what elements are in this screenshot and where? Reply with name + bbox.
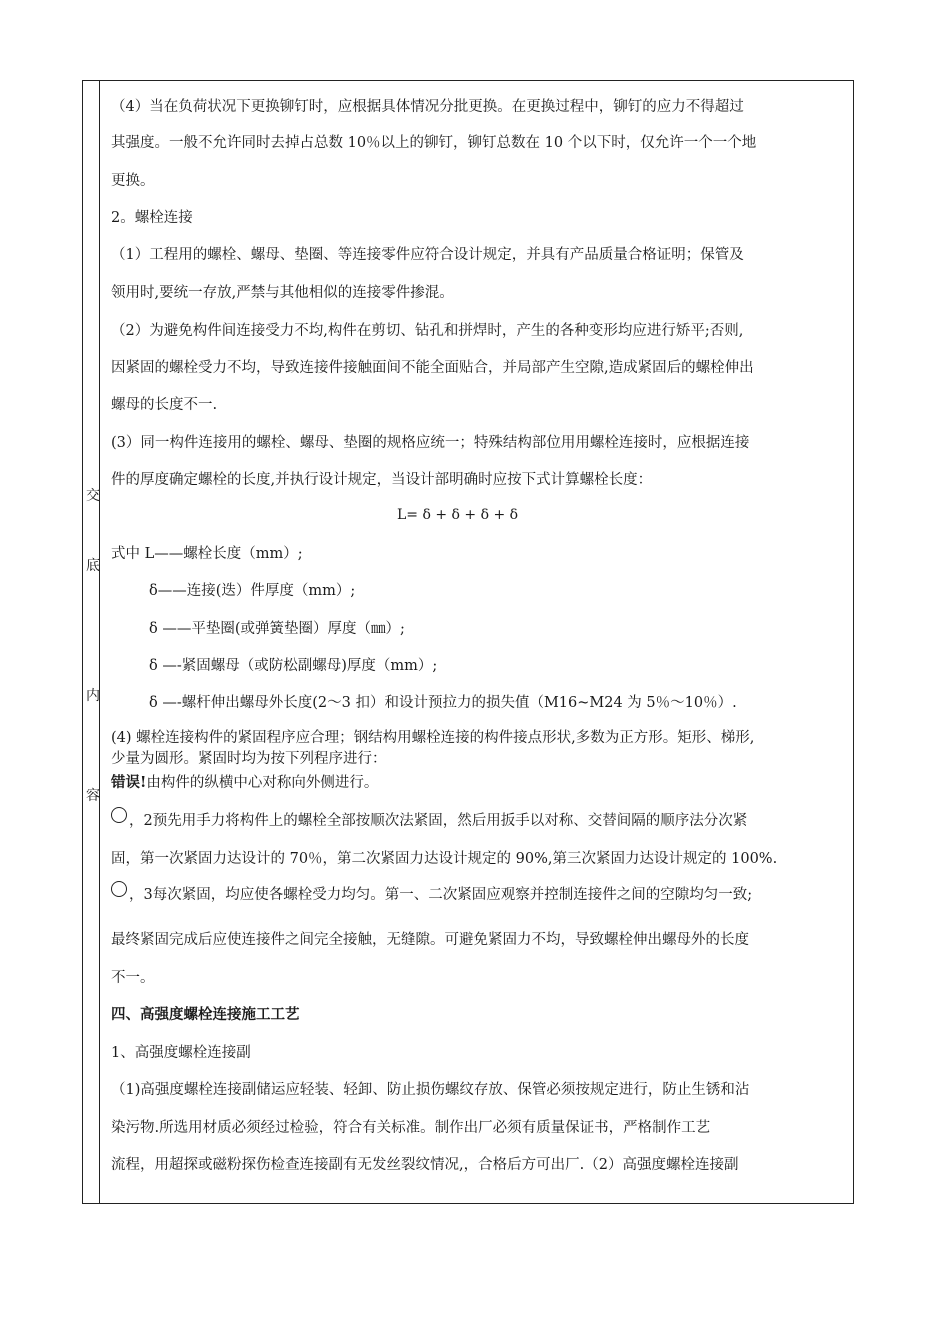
step-circle-icon <box>111 881 127 897</box>
step-line: 不一。 <box>111 970 155 986</box>
body-line: 流程，用超探或磁粉探伤检查连接副有无发丝裂纹情况,，合格后方可出厂.（2）高强度螺栓连接副 <box>111 1157 739 1173</box>
section-subtitle: 1、高强度螺栓连接副 <box>111 1045 251 1061</box>
body-line: 因紧固的螺栓受力不均，导致连接件接触面间不能全面贴合，并局部产生空隙,造成紧固后的螺栓伸出 <box>111 360 754 376</box>
side-label-char: 内 <box>86 688 100 704</box>
formula-desc: δ ——平垫圈(或弹簧垫圈）厚度（㎜）; <box>149 621 405 637</box>
side-label-char: 交 <box>86 488 100 504</box>
body-line: 染污物.所选用材质必须经过检验，符合有关标准。制作出厂必须有质量保证书，严格制作工艺 <box>111 1120 711 1136</box>
formula-desc: 式中 L——螺栓长度（mm）; <box>111 546 303 562</box>
formula-desc: δ —-紧固螺母（或防松副螺母)厚度（mm）; <box>149 658 438 674</box>
document-frame <box>82 80 854 1204</box>
section-title: 四、高强度螺栓连接施工工艺 <box>111 1006 300 1023</box>
section-heading: 2。螺栓连接 <box>111 210 193 226</box>
body-line: （1)高强度螺栓连接副储运应轻装、轻卸、防止损伤螺纹存放、保管必须按规定进行，防止生锈和沾 <box>111 1082 750 1098</box>
formula-desc: δ——连接(迭）件厚度（mm）; <box>149 583 356 599</box>
body-line: （2）为避免构件间连接受力不均,构件在剪切、钻孔和拼焊时，产生的各种变形均应进行矫平;否则, <box>111 323 744 339</box>
error-text: 由构件的纵横中心对称向外侧进行。 <box>146 775 379 791</box>
body-line: (3）同一构件连接用的螺栓、螺母、垫圈的规格应统一；特殊结构部位用用螺栓连接时，应根据连接 <box>111 435 750 451</box>
side-label-column <box>83 81 100 1203</box>
bolt-length-formula: L= δ + δ + δ + δ <box>397 507 519 523</box>
step-circle-icon <box>111 807 127 823</box>
step-line: 固，第一次紧固力达设计的 70％，第二次紧固力达设计规定的 90%,第三次紧固力达设计规定的 100%. <box>111 851 778 867</box>
body-line: （1）工程用的螺栓、螺母、垫圈、等连接零件应符合设计规定，并具有产品质量合格证明；保管及 <box>111 247 744 263</box>
side-label-char: 底 <box>86 558 100 574</box>
body-line: 其强度。一般不允许同时去掉占总数 10％以上的铆钉，铆钉总数在 10 个以下时，仅允许一个一个地 <box>111 135 757 151</box>
step-line: ，3每次紧固，均应使各螺栓受力均匀。第一、二次紧固应观察并控制连接件之间的空隙均匀一致; <box>129 887 753 903</box>
body-line: 螺母的长度不一. <box>111 397 218 413</box>
body-line: 更换。 <box>111 173 155 189</box>
body-line: (4) 螺栓连接构件的紧固程序应合理；钢结构用螺栓连接的构件接点形状,多数为正方形。矩形、梯形, <box>111 730 755 746</box>
step-line: 最终紧固完成后应使连接件之间完全接触，无缝隙。可避免紧固力不均，导致螺栓伸出螺母外的长度 <box>111 932 749 948</box>
body-line: （4）当在负荷状况下更换铆钉时，应根据具体情况分批更换。在更换过程中，铆钉的应力不得超过 <box>111 99 744 115</box>
step-line: ，2预先用手力将构件上的螺栓全部按顺次法紧固，然后用扳手以对称、交替间隔的顺序法分次紧 <box>129 813 748 829</box>
error-line <box>111 774 378 792</box>
error-label: 错误! <box>111 774 147 791</box>
body-line: 少量为圆形。紧固时均为按下列程序进行： <box>111 751 387 767</box>
formula-desc: δ —-螺杆伸出螺母外长度(2～3 扣）和设计预拉力的损失值（M16~M24 为 5％～10％）. <box>149 695 737 711</box>
body-line: 件的厚度确定螺栓的长度,并执行设计规定，当设计部明确时应按下式计算螺栓长度： <box>111 472 653 488</box>
body-line: 领用时,要统一存放,严禁与其他相似的连接零件掺混。 <box>111 285 454 301</box>
side-label-char: 容 <box>86 788 100 804</box>
